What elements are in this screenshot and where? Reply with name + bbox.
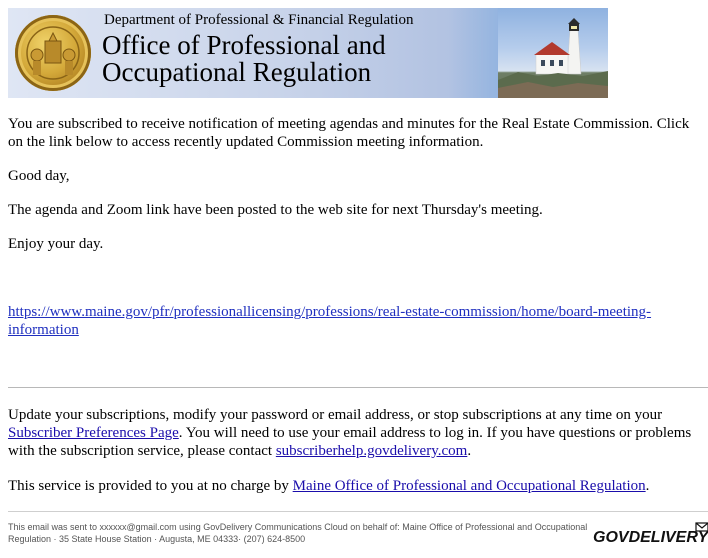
department-name: Department of Professional & Financial Regulation	[104, 12, 414, 28]
maine-seal-logo	[15, 15, 91, 91]
lighthouse-photo	[498, 8, 608, 98]
subscriber-help-link[interactable]: subscriberhelp.govdelivery.com	[275, 443, 468, 459]
envelope-icon	[695, 521, 708, 533]
subscription-text-end: .	[467, 443, 472, 459]
meeting-information-link[interactable]: https://www.maine.gov/pfr/professionallicensing/professions/real-estate-commission/home/board-meeting-information	[8, 304, 652, 338]
meeting-info-paragraph	[8, 303, 702, 339]
service-paragraph	[8, 477, 708, 495]
office-title	[102, 32, 386, 86]
govdelivery-brand: GOVDELIVERY	[593, 529, 708, 546]
office-title-line2: Occupational Regulation	[102, 57, 372, 87]
divider	[8, 387, 708, 388]
office-title-line1: Office of Professional and	[102, 30, 386, 60]
subscriber-preferences-link[interactable]: Subscriber Preferences Page	[8, 425, 179, 441]
footer-notice: This email was sent to xxxxxx@gmail.com using GovDelivery Communications Cloud on behalf of: Maine Office of Professional and Occupational Regulation · 35 State House Station · Augusta, ME 04333· (207) 624-8500	[8, 522, 588, 544]
govdelivery-logo[interactable]	[593, 521, 708, 551]
intro-paragraph: You are subscribed to receive notification of meeting agendas and minutes for the Real Estate Commission. Click on the link below to access recently updated Commission meeting information.	[8, 116, 690, 150]
header-banner	[8, 8, 608, 98]
footer-divider	[8, 511, 708, 512]
body-text: The agenda and Zoom link have been posted to the web site for next Thursday's meeting.	[8, 202, 543, 218]
closing-text: Enjoy your day.	[8, 236, 104, 252]
subscription-text-middle: . You will need to use your email address to log in. If you have questions or problems with the subscription service, please contact	[8, 425, 692, 459]
subscription-text-before: Update your subscriptions, modify your password or email address, or stop subscriptions at any time on your	[8, 407, 663, 423]
maine-office-link[interactable]: Maine Office of Professional and Occupational Regulation	[292, 478, 646, 494]
service-text-before: This service is provided to you at no charge by	[8, 478, 293, 494]
greeting-text: Good day,	[8, 168, 70, 184]
service-text-end: .	[645, 478, 650, 494]
subscription-paragraph	[8, 406, 708, 460]
